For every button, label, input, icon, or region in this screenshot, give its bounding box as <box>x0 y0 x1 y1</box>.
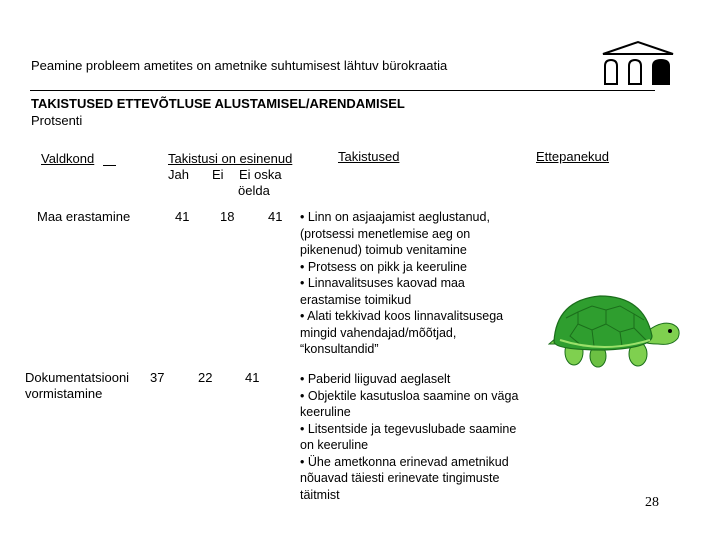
column-header-obstacles: Takistused <box>338 149 400 164</box>
subtitle: Protsenti <box>31 113 83 128</box>
obstacle-line: • Objektile kasutusloa saamine on väga <box>300 388 519 403</box>
area-line: vormistamine <box>25 386 103 401</box>
obstacle-line: • Linn on asjaajamist aeglustanud, <box>300 210 490 224</box>
obstacle-line: (protsessi menetlemise aeg on <box>300 226 471 241</box>
table-row-no: 18 <box>220 209 235 224</box>
building-logo-icon <box>600 40 676 86</box>
turtle-icon <box>548 290 684 372</box>
obstacle-line: pikenenud) toimub venitamine <box>300 243 467 257</box>
column-header-obstacles-present: Takistusi on esinenud <box>168 151 293 166</box>
obstacle-line: • Paberid liiguvad aeglaselt <box>300 372 451 386</box>
column-header-yes: Jah <box>168 167 189 182</box>
obstacle-line: • Alati tekkivad koos linnavalitsusega <box>300 309 504 323</box>
obstacle-line: • Litsentside ja tegevuslubade saamine <box>300 421 517 436</box>
column-header-dont-know-line-2: öelda <box>238 183 270 198</box>
obstacle-line: täitmist <box>300 487 340 502</box>
obstacle-line: • Linnavalitsuses kaovad maa <box>300 276 465 290</box>
table-row-yes: 37 <box>150 370 165 385</box>
obstacle-line: • Ühe ametkonna erinevad ametnikud <box>300 454 509 469</box>
page-number: 28 <box>645 495 659 510</box>
table-row-obstacles <box>300 209 503 358</box>
table-row-dont-know: 41 <box>245 370 260 385</box>
table-row-area: Maa erastamine <box>37 209 131 224</box>
obstacle-line: erastamise toimikud <box>300 292 412 307</box>
obstacle-line: nõuavad täiesti erinevate tingimuste <box>300 471 500 485</box>
table-row-yes: 41 <box>175 209 190 224</box>
column-header-proposals: Ettepanekud <box>536 149 610 164</box>
table-row-obstacles <box>300 371 518 503</box>
table-row-dont-know: 41 <box>268 209 283 224</box>
table-row-no: 22 <box>198 370 213 385</box>
column-header-area: Valdkond <box>41 151 95 166</box>
obstacle-line: • Protsess on pikk ja keeruline <box>300 259 467 274</box>
obstacle-line: “konsultandid” <box>300 342 379 356</box>
section-title: TAKISTUSED ETTEVÕTLUSE ALUSTAMISEL/ARENDAMISEL <box>31 96 405 111</box>
area-line: Dokumentatsiooni <box>25 370 130 385</box>
header-divider <box>30 90 655 91</box>
obstacle-line: on keeruline <box>300 438 369 452</box>
obstacle-line: keeruline <box>300 405 351 419</box>
obstacle-line: mingid vahendajad/mõõtjad, <box>300 325 457 340</box>
header-underline-extension <box>103 165 116 166</box>
header-title: Peamine probleem ametites on ametnike suhtumisest lähtuv bürokraatia <box>31 58 448 73</box>
table-row-area <box>25 370 129 402</box>
column-header-no: Ei <box>212 167 224 182</box>
column-header-dont-know: Ei oska <box>239 167 282 182</box>
